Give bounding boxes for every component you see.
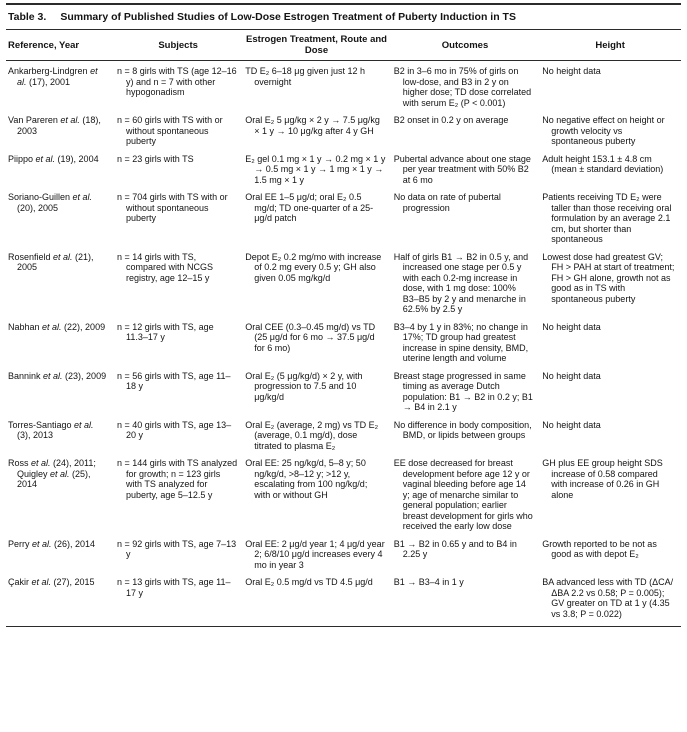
cell-subjects: n = 23 girls with TS xyxy=(117,153,194,164)
cell-treatment: Oral EE 1–5 μg/d; oral E₂ 0.5 mg/d; TD one-quarter of a 25-μg/d patch xyxy=(245,192,374,223)
studies-table xyxy=(6,30,681,626)
table-row xyxy=(6,420,681,459)
cell-subjects: n = 14 girls with TS, compared with NCGS registry, age 12–15 y xyxy=(117,251,214,283)
cell-reference: Ankarberg-Lindgren et al. (17), 2001 xyxy=(8,66,98,87)
cell-subjects: n = 56 girls with TS, age 11–18 y xyxy=(117,370,231,391)
cell-treatment: E₂ gel 0.1 mg × 1 y → 0.2 mg × 1 y → 0.5 mg × 1 y → 1 mg × 1 y → 1.5 mg × 1 y xyxy=(245,153,386,185)
cell-height: Adult height 153.1 ± 4.8 cm (mean ± standard deviation) xyxy=(542,153,664,174)
cell-reference: Rosenfield et al. (21), 2005 xyxy=(8,251,94,272)
table-row xyxy=(6,371,681,420)
cell-subjects: n = 8 girls with TS (age 12–16 y) and n = 7 with other hypogonadism xyxy=(117,66,237,97)
table-row xyxy=(6,252,681,322)
cell-treatment: Oral E₂ (average, 2 mg) vs TD E₂ (average, 0.1 mg/d), dose titrated to plasma E₂ xyxy=(245,419,379,451)
cell-height: No height data xyxy=(542,66,601,76)
cell-reference: Van Pareren et al. (18), 2003 xyxy=(8,115,101,136)
cell-height: No height data xyxy=(542,321,601,332)
cell-reference: Soriano-Guillen et al. (20), 2005 xyxy=(8,192,93,213)
cell-outcomes: B1 → B2 in 0.65 y and to B4 in 2.25 y xyxy=(393,538,517,559)
table-row xyxy=(6,539,681,578)
cell-treatment: Oral E₂ (5 μg/kg/d) × 2 y, with progression to 7.5 and 10 μg/kg/d xyxy=(245,370,363,402)
cell-subjects: n = 12 girls with TS, age 11.3–17 y xyxy=(117,321,214,342)
table-row xyxy=(6,577,681,626)
table-number-label: Table 3. xyxy=(8,11,47,23)
cell-outcomes: B1 → B3–4 in 1 y xyxy=(393,577,464,587)
cell-outcomes: Pubertal advance about one stage per year treatment with 50% B2 at 6 mo xyxy=(393,153,531,185)
cell-treatment: Oral CEE (0.3–0.45 mg/d) vs TD (25 μg/d for 6 mo → 37.5 μg/d for 6 mo) xyxy=(245,321,376,353)
cell-subjects: n = 60 girls with TS with or without spontaneous puberty xyxy=(117,115,223,146)
cell-outcomes: B3–4 by 1 y in 83%; no change in 17%; TD group had greatest increase in spine density, BMD, uterine length and volume xyxy=(393,321,529,363)
cell-height: GH plus EE group height SDS increase of 0.58 compared with increase of 0.26 in GH alone xyxy=(542,458,663,500)
cell-treatment: Oral E₂ 0.5 mg/d vs TD 4.5 μg/d xyxy=(245,577,373,587)
cell-outcomes: B2 onset in 0.2 y on average xyxy=(393,115,509,125)
cell-outcomes: Breast stage progressed in same timing as average Dutch population: B1 → B2 in 0.2 y; B1 → B4 in 2.1 y xyxy=(393,370,533,412)
column-header-reference-year: Reference, Year xyxy=(6,30,114,61)
cell-outcomes: B2 in 3–6 mo in 75% of girls on low-dose, and B3 in 2 y on higher dose; TD dose correlated with serum E₂ (P < 0.001) xyxy=(393,66,532,108)
cell-height: Lowest dose had greatest GV; FH > PAH at start of treatment; FH > GH alone, growth not as good as in TS with spontaneous puberty xyxy=(542,251,675,304)
cell-treatment: TD E₂ 6–18 μg given just 12 h overnight xyxy=(245,66,365,87)
column-header-treatment: Estrogen Treatment, Route and Dose xyxy=(242,30,391,61)
cell-height: Growth reported to be not as good as with depot E₂ xyxy=(542,538,657,559)
cell-outcomes: EE dose decreased for breast development before age 12 y or vaginal bleeding before age 14 y; age of menarche similar to general population; earlier breast development for girls who received the early low dose xyxy=(393,458,533,531)
published-studies-table xyxy=(6,3,681,627)
table-title-text: Summary of Published Studies of Low-Dose Estrogen Treatment of Puberty Induction in TS xyxy=(60,11,516,23)
cell-reference: Torres-Santiago et al. (3), 2013 xyxy=(8,419,94,440)
table-caption xyxy=(6,5,681,30)
cell-treatment: Oral EE: 2 μg/d year 1; 4 μg/d year 2; 6/8/10 μg/d increases every 4 mo in year 3 xyxy=(245,538,385,570)
table-row xyxy=(6,192,681,252)
cell-reference: Ross et al. (24), 2011; Quigley et al. (25), 2014 xyxy=(8,458,96,489)
cell-outcomes: No difference in body composition, BMD, or lipids between groups xyxy=(393,419,532,440)
cell-outcomes: Half of girls B1 → B2 in 0.5 y, and increased one stage per 0.5 y with each 0.2-mg increase in dose, with 1 mg dose: 100% B3–B5 by 2 y and menarche in 62.5% by 2.5 y xyxy=(393,251,529,314)
cell-treatment: Oral E₂ 5 μg/kg × 2 y → 7.5 μg/kg × 1 y → 10 μg/kg after 4 y GH xyxy=(245,115,380,136)
cell-height: BA advanced less with TD (ΔCA/ΔBA 2.2 vs 0.58; P = 0.005); GV greater on TD at 1 y (4.35 vs 3.8; P = 0.022) xyxy=(542,577,674,619)
cell-reference: Piippo et al. (19), 2004 xyxy=(8,153,99,164)
cell-height: No height data xyxy=(542,419,601,430)
cell-reference: Perry et al. (26), 2014 xyxy=(8,538,96,549)
table-row xyxy=(6,458,681,539)
table-row xyxy=(6,115,681,154)
cell-subjects: n = 92 girls with TS, age 7–13 y xyxy=(117,538,237,559)
cell-reference: Nabhan et al. (22), 2009 xyxy=(8,321,106,332)
column-header-outcomes: Outcomes xyxy=(391,30,540,61)
cell-subjects: n = 704 girls with TS with or without spontaneous puberty xyxy=(117,192,228,223)
cell-height: Patients receiving TD E₂ were taller than those receiving oral formulation by an average 2.1 cm, but shorter than spontaneous xyxy=(542,192,672,244)
cell-subjects: n = 13 girls with TS, age 11–17 y xyxy=(117,577,231,598)
column-header-subjects: Subjects xyxy=(114,30,242,61)
cell-reference: Bannink et al. (23), 2009 xyxy=(8,370,107,381)
header-row xyxy=(6,30,681,61)
cell-height: No height data xyxy=(542,370,601,381)
table-row xyxy=(6,322,681,371)
cell-outcomes: No data on rate of pubertal progression xyxy=(393,192,501,213)
cell-treatment: Oral EE: 25 ng/kg/d, 5–8 y; 50 ng/kg/d, >8–12 y; >12 y, escalating from 100 ng/kg/d; with or without GH xyxy=(245,458,368,500)
cell-treatment: Depot E₂ 0.2 mg/mo with increase of 0.2 mg every 0.5 y; GH also given 0.05 mg/kg/d xyxy=(245,251,382,283)
table-row xyxy=(6,154,681,193)
cell-height: No negative effect on height or growth velocity vs spontaneous puberty xyxy=(542,115,665,146)
cell-subjects: n = 40 girls with TS, age 13–20 y xyxy=(117,419,232,440)
column-header-height: Height xyxy=(539,30,681,61)
cell-subjects: n = 144 girls with TS analyzed for growth; n = 123 girls with TS analyzed for puberty, age 5–12.5 y xyxy=(117,458,238,500)
cell-reference: Çakir et al. (27), 2015 xyxy=(8,577,95,587)
table-row xyxy=(6,61,681,116)
